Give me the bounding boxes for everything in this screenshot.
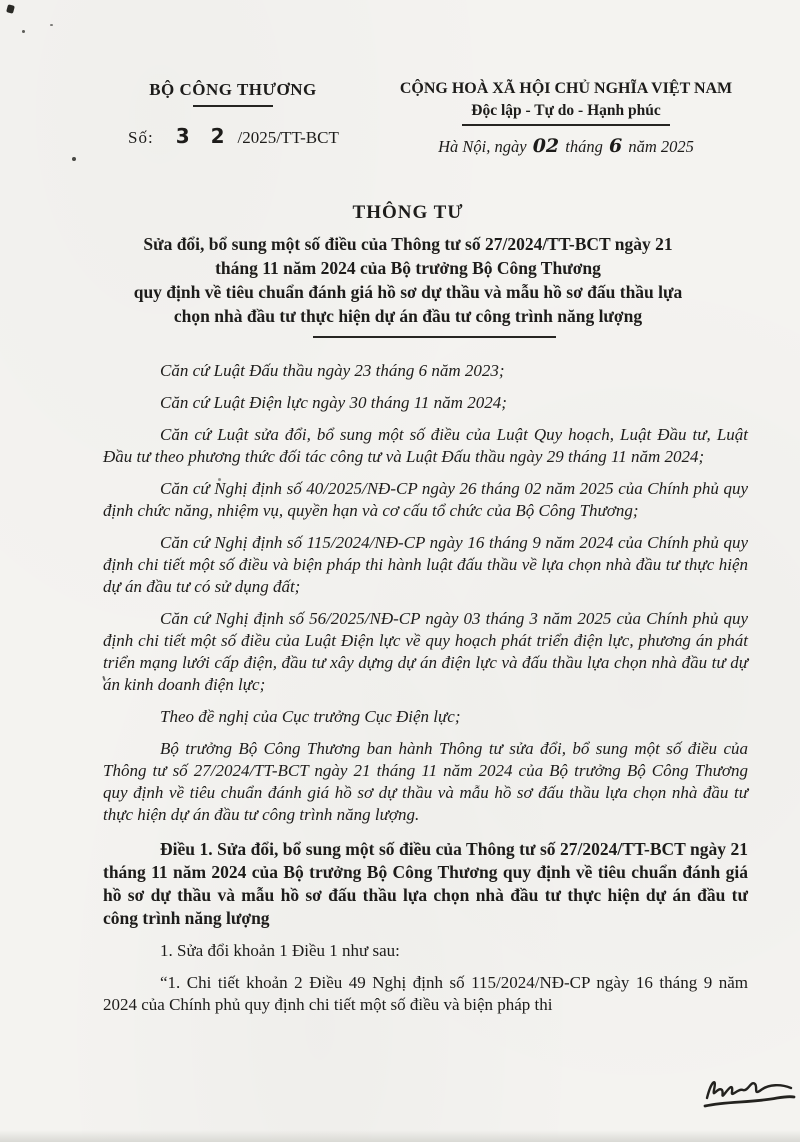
recital-paragraph: Căn cứ Luật Đấu thầu ngày 23 tháng 6 năm 2023; bbox=[160, 361, 505, 380]
clause-1-text: 1. Sửa đổi khoản 1 Điều 1 như sau: bbox=[160, 941, 400, 960]
recital-paragraph: Căn cứ Nghị định số 56/2025/NĐ-CP ngày 03 tháng 3 năm 2025 của Chính phủ quy định chi tiết một số điều của Luật Điện lực về quy hoạch phát triển điện lực, phương án phát triển mạng lưới cấp điện, đầu tư xây dựng dự án điện lực và đấu thầu lựa chọn nhà đầu tư dự án kinh doanh điện lực; bbox=[103, 609, 748, 694]
recital-paragraph: Bộ trưởng Bộ Công Thương ban hành Thông tư sửa đổi, bổ sung một số điều của Thông tư số 27/2024/TT-BCT ngày 21 tháng 11 năm 2024 của Bộ trưởng Bộ Công Thương quy định về tiêu chuẩn đánh giá hồ sơ dự thầu và mẫu hồ sơ đấu thầu lựa chọn nhà đầu tư thực hiện dự án đầu tư công trình năng lượng. bbox=[103, 739, 748, 824]
date-month-word: tháng bbox=[565, 137, 603, 156]
motto-underline bbox=[462, 124, 670, 126]
title-line: chọn nhà đầu tư thực hiện dự án đầu tư công trình năng lượng bbox=[173, 306, 643, 326]
recital-paragraph: Căn cứ Luật Điện lực ngày 30 tháng 11 năm 2024; bbox=[160, 393, 507, 412]
signature-initials-icon bbox=[693, 1070, 797, 1116]
title-line: tháng 11 năm 2024 của Bộ trưởng Bộ Công Thương bbox=[215, 258, 601, 278]
national-motto: Độc lập - Tự do - Hạnh phúc bbox=[471, 102, 661, 119]
document-body bbox=[103, 360, 748, 1026]
place-date-prefix: Hà Nội, ngày bbox=[438, 137, 527, 156]
national-title: CỘNG HOÀ XÃ HỘI CHỦ NGHĨA VIỆT NAM bbox=[399, 80, 733, 97]
article-1-heading: Điều 1. Sửa đổi, bổ sung một số điều của Thông tư số 27/2024/TT-BCT ngày 21 tháng 11 năm 2024 của Bộ trưởng Bộ Công Thương quy định về tiêu chuẩn đánh giá hồ sơ dự thầu và mẫu hồ sơ đấu thầu lựa chọn nhà đầu tư thực hiện dự án đầu tư công trình năng lượng bbox=[103, 839, 748, 928]
scan-speck bbox=[72, 157, 76, 161]
scan-speck bbox=[22, 30, 25, 33]
scan-speck bbox=[6, 4, 15, 14]
org-underline bbox=[193, 105, 273, 107]
title-separator bbox=[313, 336, 556, 338]
recital-paragraph: Theo đề nghị của Cục trưởng Cục Điện lực; bbox=[160, 707, 461, 726]
document-number-suffix: /2025/TT-BCT bbox=[237, 128, 339, 147]
handwritten-day: 02 bbox=[532, 135, 560, 157]
handwritten-month: 6 bbox=[608, 135, 623, 157]
quoted-amendment-text: “1. Chi tiết khoản 2 Điều 49 Nghị định số 115/2024/NĐ-CP ngày 16 tháng 9 năm 2024 của Chính phủ quy định chi tiết một số điều và biện pháp thi bbox=[103, 973, 748, 1014]
recital-paragraph: Căn cứ Nghị định số 115/2024/NĐ-CP ngày 16 tháng 9 năm 2024 của Chính phủ quy định chi tiết một số điều và biện pháp thi hành luật đấu thầu về lựa chọn nhà đầu tư thực hiện dự án đầu tư có sử dụng đất; bbox=[103, 533, 748, 596]
document-title bbox=[78, 232, 738, 328]
header-national bbox=[382, 80, 750, 157]
title-line: Sửa đổi, bổ sung một số điều của Thông tư số 27/2024/TT-BCT ngày 21 bbox=[143, 234, 673, 254]
title-section bbox=[78, 202, 738, 338]
org-name: BỘ CÔNG THƯƠNG bbox=[149, 80, 317, 99]
title-line: quy định về tiêu chuẩn đánh giá hồ sơ dự thầu và mẫu hồ sơ đấu thầu lựa bbox=[133, 282, 683, 302]
date-year: năm 2025 bbox=[628, 137, 694, 156]
scan-speck bbox=[50, 24, 53, 26]
document-number-value: 3 2 bbox=[175, 124, 232, 148]
place-date-line bbox=[382, 135, 750, 157]
document-number-label: Số: bbox=[128, 128, 154, 147]
header-issuing-org bbox=[108, 80, 358, 148]
document-number-line bbox=[108, 124, 358, 148]
recital-paragraph: Căn cứ Nghị định số 40/2025/NĐ-CP ngày 26 tháng 02 năm 2025 của Chính phủ quy định chức năng, nhiệm vụ, quyền hạn và cơ cấu tổ chức của Bộ Công Thương; bbox=[103, 479, 748, 520]
recital-paragraph: Căn cứ Luật sửa đổi, bổ sung một số điều của Luật Quy hoạch, Luật Đầu tư, Luật Đầu tư theo phương thức đối tác công tư và Luật Đấu thầu ngày 29 tháng 11 năm 2024; bbox=[103, 425, 748, 466]
document-type-heading: THÔNG TƯ bbox=[352, 202, 464, 223]
